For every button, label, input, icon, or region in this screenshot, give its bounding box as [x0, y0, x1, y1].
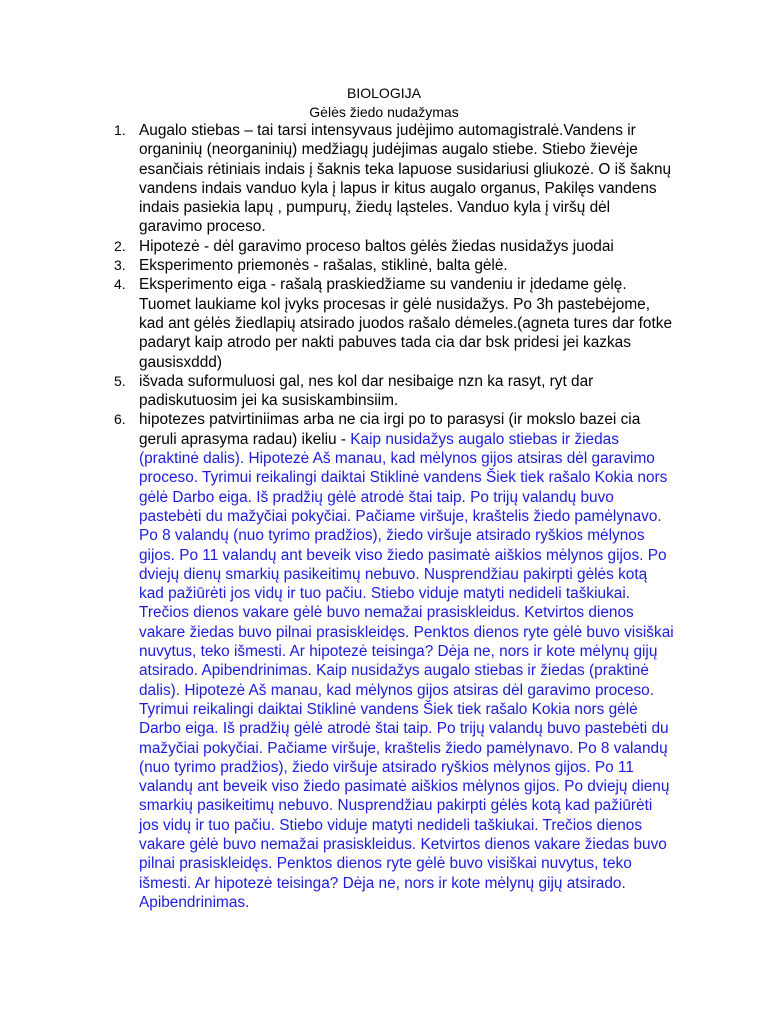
list-item — [114, 275, 674, 371]
list-number: 5. — [114, 372, 126, 389]
list-item — [114, 121, 674, 237]
list-item-text: išvada suformuluosi gal, nes kol dar nesibaige nzn ka rasyt, ryt dar padiskutuosim jei ka susiskambinsiim. — [139, 372, 594, 410]
list-item — [114, 256, 674, 275]
list-item-text: Eksperimento eiga - rašalą praskiedžiame su vandeniu ir įdedame gėlę. Tuomet laukiame kol įvyks procesas ir gėlė nusidažys. Po 3h pastebėjome, kad ant gėlės žiedlapių atsirado juodos rašalo dėmeles.(agneta tures dar fotke padaryt kaip atrodo per nakti pabuves tada cia dar bsk pridesi jei kazkas gausisxddd) — [139, 276, 673, 371]
list-item-text: hipotezes patvirtiniimas arba ne cia irgi po to parasysi (ir mokslo bazei cia geruli aprasyma radau) ikeliu - — [139, 411, 641, 448]
list-number: 1. — [114, 122, 126, 138]
list-number: 2. — [114, 237, 126, 254]
list-item — [114, 410, 674, 912]
numbered-list — [114, 121, 674, 912]
document-title: BIOLOGIJA — [347, 85, 421, 101]
pasted-text: Kaip nusidažys augalo stiebas ir žiedas (praktinė dalis). Hipotezė Aš manau, kad mėlynos gijos atsiras dėl garavimo proceso. Tyrimui reikalingi daiktai Stiklinė vandens Šiek tiek rašalo Kokia nors gėlė Darbo eiga. Iš pradžių gėlė atrodė štai taip. Po trijų valandų buvo pastebėti du mažyčiai pokyčiai. Pačiame viršuje, kraštelis žiedo pamėlynavo. Po 8 valandų (nuo tyrimo pradžios), žiedo viršuje atsirado ryškios mėlynos gijos. Po 11 valandų ant beveik viso žiedo pasimatė aiškios mėlynos gijos. Po dviejų dienų smarkių pasikeitimų nebuvo. Nusprendžiau pakirpti gėlės kotą kad pažiūrėti jos vidų ir tuo pačiu. Stiebo viduje matyti nedideli taškiukai. Trečios dienos vakare gėlė buvo nemažai prasiskleidus. Ketvirtos dienos vakare žiedas buvo pilnai prasiskleidęs. Penktos dienos ryte gėlė buvo visiškai nuvytus, teko išmesti. Ar hipotezė teisinga? Dėja ne, nors ir kote mėlynų gijų atsirado. Apibendrinimas. Kaip nusidažys augalo stiebas ir žiedas (praktinė dalis). Hipotezė Aš manau, kad mėlynos gijos atsiras dėl garavimo proceso. Tyrimui reikalingi daiktai Stiklinė vandens Šiek tiek rašalo Kokia nors gėlė Darbo eiga. Iš pradžių gėlė atrodė štai taip. Po trijų valandų buvo pastebėti du mažyčiai pokyčiai. Pačiame viršuje, kraštelis žiedo pamėlynavo. Po 8 valandų (nuo tyrimo pradžios), žiedo viršuje atsirado ryškios mėlynos gijos. Po 11 valandų ant beveik viso žiedo pasimatė aiškios mėlynos gijos. Po dviejų dienų smarkių pasikeitimų nebuvo. Nusprendžiau pakirpti gėlės kotą kad pažiūrėti jos vidų ir tuo pačiu. Stiebo viduje matyti nedideli taškiukai. Trečios dienos vakare gėlė buvo nemažai prasiskleidus. Ketvirtos dienos vakare žiedas buvo pilnai prasiskleidęs. Penktos dienos ryte gėlė buvo visiškai nuvytus, teko išmesti. Ar hipotezė teisinga? Dėja ne, nors ir kote mėlynų gijų atsirado. Apibendrinimas. — [139, 430, 674, 911]
list-number: 3. — [114, 257, 126, 274]
list-item — [114, 372, 674, 411]
list-item-text: Hipotezė - dėl garavimo proceso baltos gėlės žiedas nusidažys juodai — [139, 237, 614, 255]
list-item — [114, 237, 674, 256]
document-subtitle: Gėlės žiedo nudažymas — [309, 104, 459, 120]
list-item-text: Augalo stiebas – tai tarsi intensyvaus judėjimo automagistralė.Vandens ir organinių (neorganinių) medžiagų judėjimas augalo stiebe. Stiebo žievėje esančiais rėtiniais indais į šaknis teka lapuose susidariusi gliukozė. O iš šaknų vandens indais vanduo kyla į lapus ir kitus augalo organus, Pakilęs vandens indais pasiekia lapų , pumpurų, žiedų ląsteles. Vanduo kyla į viršų dėl garavimo proceso. — [139, 122, 672, 236]
list-item-text: Eksperimento priemonės - rašalas, stiklinė, balta gėlė. — [139, 257, 508, 275]
list-number: 4. — [114, 276, 126, 293]
list-number: 6. — [114, 411, 126, 428]
